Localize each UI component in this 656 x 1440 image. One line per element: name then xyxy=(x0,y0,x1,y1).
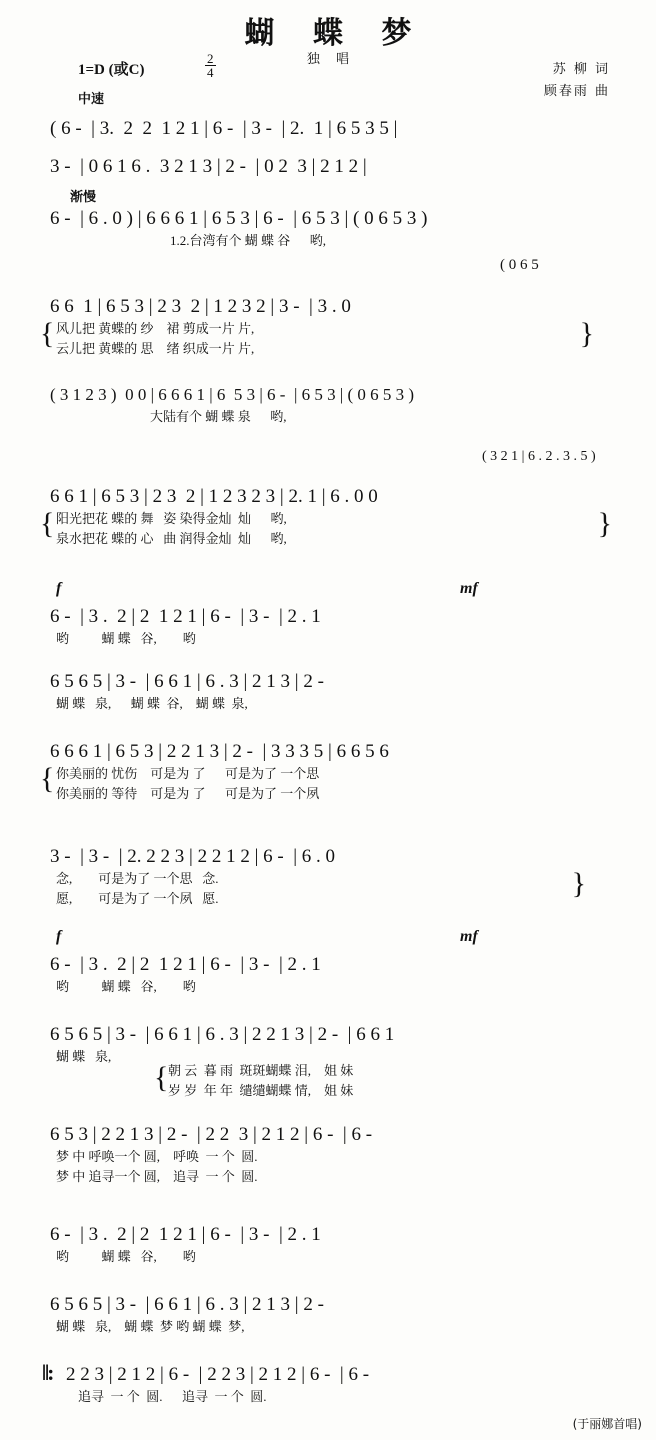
note-row: 2 2 3 | 2 1 2 | 6 - | 2 2 3 | 2 1 2 | 6 - | 6 - xyxy=(66,1364,370,1385)
performer-credit: (于丽娜首唱) xyxy=(572,1417,642,1431)
lyric-row-verse-2: 梦 中 追寻一个 圆, 追寻 一 个 圆. xyxy=(56,1169,258,1184)
dynamic-mezzoforte: mf xyxy=(460,580,478,597)
lyric-row-verse-2: 云儿把 黄蝶的 思 绪 织成一片 片, xyxy=(56,341,255,356)
note-row: ( 3 2 1 | 6 . 2 . 3 . 5 ) xyxy=(482,449,596,464)
music-system-3 xyxy=(50,202,620,252)
note-row: ( 6 - | 3. 2 2 1 2 1 | 6 - | 3 - | 2. 1 | 6 5 3 5 | xyxy=(50,118,398,139)
music-system-14 xyxy=(50,1218,620,1268)
music-system-12-lyrics xyxy=(154,1061,628,1102)
note-row: ( 0 6 5 xyxy=(500,257,539,273)
note-row: 6 - | 6 . 0 ) | 6 6 6 1 | 6 5 3 | 6 - | 6 5 3 | ( 0 6 5 3 ) xyxy=(50,208,428,229)
music-system-10 xyxy=(50,840,620,910)
lyric-row-verse-2: 愿, 可是为了 一个夙 愿. xyxy=(56,891,219,906)
lyric-row: 1.2.台湾有个 蝴 蝶 谷 哟, xyxy=(170,233,327,248)
lyric-brace-left: { xyxy=(154,1061,169,1094)
music-system-6 xyxy=(40,480,620,550)
lyric-row-verse-1: 念, 可是为了 一个思 念. xyxy=(56,871,219,886)
music-system-4 xyxy=(40,290,620,360)
music-system-5 xyxy=(50,378,620,428)
music-system-5-pickup xyxy=(482,440,652,470)
time-signature xyxy=(205,52,216,79)
lyric-row: 蝴 蝶 泉, 蝴 蝶 梦 哟 蝴 蝶 梦, xyxy=(56,1319,245,1334)
time-signature-denominator: 4 xyxy=(207,65,214,80)
music-system-11 xyxy=(50,928,620,998)
note-row: 6 - | 3 . 2 | 2 1 2 1 | 6 - | 3 - | 2 . 1 xyxy=(50,606,321,627)
music-system-12 xyxy=(50,1018,620,1068)
music-system-13 xyxy=(50,1118,620,1188)
note-row: 6 6 1 | 6 5 3 | 2 3 2 | 1 2 3 2 3 | 2. 1 | 6 . 0 0 xyxy=(50,486,378,507)
lyric-row: 大陆有个 蝴 蝶 泉 哟, xyxy=(150,409,287,424)
composer-credit: 顾春雨 曲 xyxy=(543,84,610,99)
note-row: 6 6 6 1 | 6 5 3 | 2 2 1 3 | 2 - | 3 3 3 5 | 6 6 5 6 xyxy=(50,741,389,762)
music-system-9 xyxy=(40,735,620,805)
lyric-row-verse-2: 岁 岁 年 年 缱缱蝴蝶 情, 姐 妹 xyxy=(168,1083,354,1098)
lyric-brace-right: } xyxy=(579,317,594,350)
key-signature: 1=D (或C) xyxy=(78,62,145,78)
note-row: 3 - | 0 6 1 6 . 3 2 1 3 | 2 - | 0 2 3 | 2 1 2 | xyxy=(50,156,367,177)
lyric-brace-left: { xyxy=(40,762,55,795)
lyric-row-verse-1: 你美丽的 忧伤 可是为 了 可是为了 一个思 xyxy=(56,766,320,781)
lyric-row: 哟 蝴 蝶 谷, 哟 xyxy=(56,1249,196,1264)
lyric-row-verse-1: 梦 中 呼唤一个 圆, 呼唤 一 个 圆. xyxy=(56,1149,258,1164)
note-row: ( 3 1 2 3 ) 0 0 | 6 6 6 1 | 6 5 3 | 6 - | 6 5 3 | ( 0 6 5 3 ) xyxy=(50,385,415,404)
time-signature-numerator: 2 xyxy=(207,51,214,66)
lyric-row: 哟 蝴 蝶 谷, 哟 xyxy=(56,631,196,646)
lyric-row-verse-1: 阳光把花 蝶的 舞 姿 染得金灿 灿 哟, xyxy=(56,511,287,526)
lyric-brace-right: } xyxy=(571,867,586,900)
note-row: 6 5 3 | 2 2 1 3 | 2 - | 2 2 3 | 2 1 2 | 6 - | 6 - xyxy=(50,1124,373,1145)
dynamic-forte: f xyxy=(56,928,62,945)
note-row: 6 5 6 5 | 3 - | 6 6 1 | 6 . 3 | 2 1 3 | 2 - xyxy=(50,1294,324,1315)
lyricist-credit: 苏 柳 词 xyxy=(552,62,610,77)
note-row: 3 - | 3 - | 2. 2 2 3 | 2 2 1 2 | 6 - | 6 . 0 xyxy=(50,846,335,867)
music-system-16 xyxy=(42,1358,620,1408)
lyric-row: 追寻 一 个 圆. 追寻 一 个 圆. xyxy=(78,1389,267,1404)
subtitle: 独 唱 xyxy=(306,52,356,67)
music-system-15 xyxy=(50,1288,620,1338)
lyric-row: 蝴 蝶 泉, 蝴 蝶 谷, 蝴 蝶 泉, xyxy=(56,696,248,711)
lyric-row-verse-1: 风儿把 黄蝶的 纱 裙 剪成一片 片, xyxy=(56,321,255,336)
lyric-row-verse-2: 你美丽的 等待 可是为 了 可是为了 一个夙 xyxy=(56,786,320,801)
tempo-marking-2: 渐慢 xyxy=(70,190,97,205)
music-system-1 xyxy=(50,112,620,142)
note-row: 6 6 1 | 6 5 3 | 2 3 2 | 1 2 3 2 | 3 - | 3 . 0 xyxy=(50,296,351,317)
note-row: 6 5 6 5 | 3 - | 6 6 1 | 6 . 3 | 2 1 3 | 2 - xyxy=(50,671,324,692)
lyric-row: 蝴 蝶 泉, xyxy=(56,1049,112,1064)
tempo-marking-1: 中速 xyxy=(78,92,105,107)
lyric-row: 哟 蝴 蝶 谷, 哟 xyxy=(56,979,196,994)
music-system-8 xyxy=(50,665,620,715)
music-system-3-pickup xyxy=(500,248,650,278)
note-row: 6 - | 3 . 2 | 2 1 2 1 | 6 - | 3 - | 2 . 1 xyxy=(50,954,321,975)
dynamic-forte: f xyxy=(56,580,62,597)
lyric-row-verse-2: 泉水把花 蝶的 心 曲 润得金灿 灿 哟, xyxy=(56,531,287,546)
lyric-brace-left: { xyxy=(40,317,55,350)
repeat-barline-icon: ‖: xyxy=(42,1360,53,1385)
page-title: 蝴 蝶 梦 xyxy=(244,16,426,51)
music-system-7 xyxy=(50,580,620,650)
lyric-brace-right: } xyxy=(597,507,612,540)
note-row: 6 5 6 5 | 3 - | 6 6 1 | 6 . 3 | 2 2 1 3 | 2 - | 6 6 1 xyxy=(50,1024,395,1045)
note-row: 6 - | 3 . 2 | 2 1 2 1 | 6 - | 3 - | 2 . 1 xyxy=(50,1224,321,1245)
music-system-2 xyxy=(50,150,620,180)
lyric-row-verse-1: 朝 云 暮 雨 斑斑蝴蝶 泪, 姐 妹 xyxy=(168,1063,354,1078)
dynamic-mezzoforte: mf xyxy=(460,928,478,945)
lyric-brace-left: { xyxy=(40,507,55,540)
